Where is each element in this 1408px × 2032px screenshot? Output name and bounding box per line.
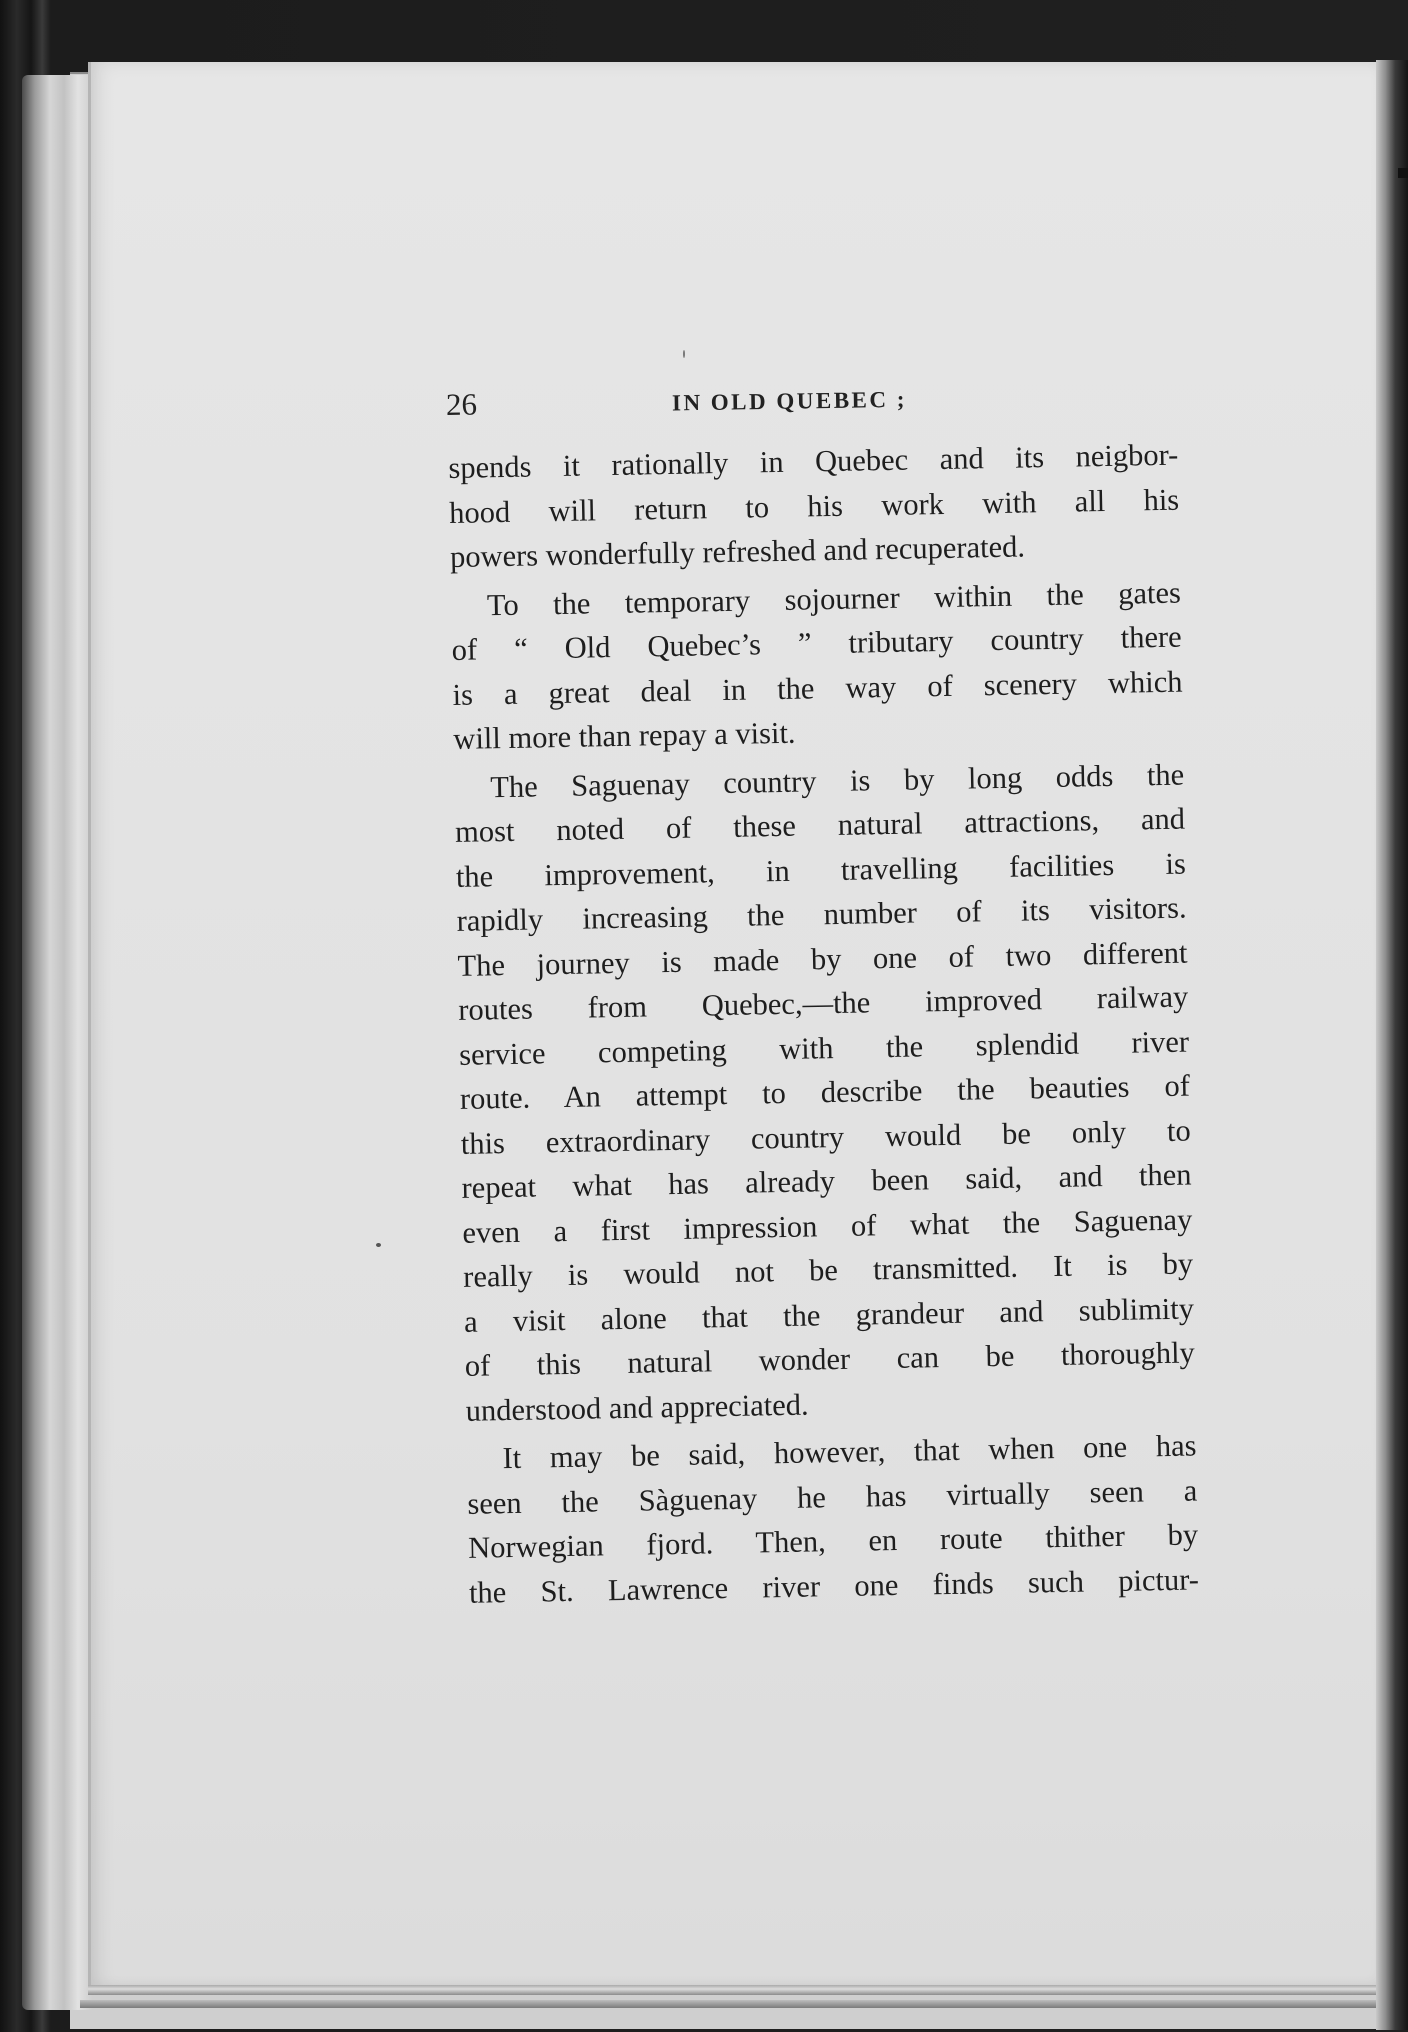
text-line: seen the Sàguenay he has virtually seen a [467,1472,1198,1521]
text-line: To the temporary sojourner within the gates [486,575,1182,622]
text-line: routes from Quebec,—the improved railway [458,979,1189,1027]
text-line: this extraordinary country would be only to [460,1113,1191,1161]
running-head: IN OLD QUEBEC ; [671,386,908,416]
text-line: the St. Lawrence river one finds such pictur- [468,1561,1200,1610]
text-line: The Saguenay country is by long odds the [489,757,1185,804]
text-line: of this natural wonder can be thoroughly [464,1335,1196,1383]
ink-speck [376,1243,381,1247]
text-line: a visit alone that the grandeur and sublimity [463,1290,1195,1339]
edge-mark [1398,168,1408,178]
text-line: hood will return to his work with all his [448,482,1180,530]
text-line: rapidly increasing the number of its visitors. [456,890,1187,938]
ink-speck [683,350,685,358]
text-line: repeat what has already been said, and then [461,1157,1192,1205]
cover-bottom-edge [80,2000,1400,2008]
page-header [446,377,967,425]
text-line: powers wonderfully refreshed and recuperated. [449,529,1026,574]
text-line: of “ Old Quebec’s ” tributary country there [451,619,1182,667]
text-line: is a great deal in the way of scenery which [452,664,1183,712]
text-line: will more than repay a visit. [453,715,796,756]
text-line: even a first impression of what the Saguenay [462,1201,1193,1250]
book-spine-edge [22,75,92,2010]
text-line: the improvement, in travelling facilities is [455,846,1187,894]
page-bottom-edge [88,1985,1378,1995]
text-line: spends it rationally in Quebec and its neigbor- [448,437,1179,485]
text-line: understood and appreciated. [465,1387,809,1428]
page-number: 26 [445,386,478,422]
text-line: most noted of these natural attractions, and [454,801,1186,849]
text-line: service competing with the splendid river [458,1024,1190,1072]
text-line: The journey is made by one of two different [457,935,1188,983]
page-right-edge [1376,60,1408,2030]
text-line: really is would not be transmitted. It is by [462,1246,1194,1294]
text-line: It may be said, however, that when one has [502,1428,1197,1476]
text-line: Norwegian fjord. Then, en route thither by [467,1517,1199,1565]
body-text [448,433,1199,1615]
text-line: route. An attempt to describe the beauties of [459,1068,1191,1116]
